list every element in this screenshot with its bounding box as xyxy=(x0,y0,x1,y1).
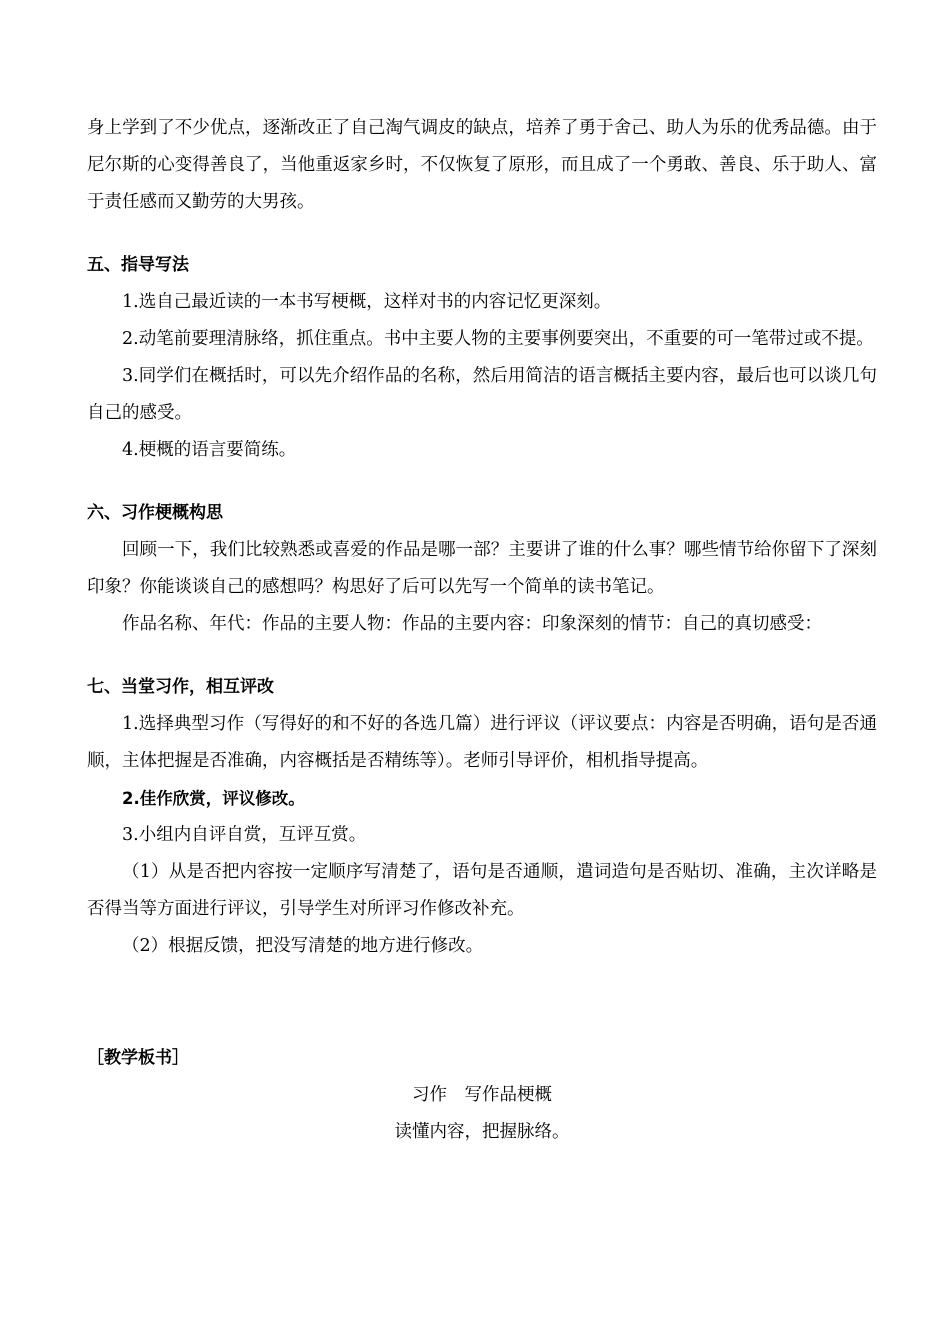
board-line: 读懂内容，把握脉络。 xyxy=(394,1122,570,1142)
list-item: 3.同学们在概括时，可以先介绍作品的名称，然后用简洁的语言概括主要内容，最后也可以谈几句自己的感受。 xyxy=(87,366,877,423)
list-item: （1）从是否把内容按一定顺序写清楚了，语句是否通顺，遣词造句是否贴切、准确，主次详略是否得当等方面进行评议，引导学生对所评习作修改补充。 xyxy=(87,862,877,919)
section-guidance xyxy=(87,247,877,469)
section-heading: 七、当堂习作，相互评改 xyxy=(87,677,274,697)
section-heading: 六、习作梗概构思 xyxy=(87,503,223,523)
list-item: 1.选择典型习作（写得好的和不好的各选几篇）进行评议（评议要点：内容是否明确，语句是否通顺，主体把握是否准确，内容概括是否精练等）。老师引导评价，相机指导提高。 xyxy=(87,714,877,771)
section-heading: 五、指导写法 xyxy=(87,255,189,275)
document-page xyxy=(87,110,877,1151)
paragraph: 回顾一下，我们比较熟悉或喜爱的作品是哪一部？主要讲了谁的什么事？哪些情节给你留下了深刻印象？你能谈谈自己的感想吗？构思好了后可以先写一个简单的读书笔记。 xyxy=(87,540,877,597)
board-line: 习作 写作品梗概 xyxy=(412,1085,552,1105)
section-outline xyxy=(87,495,877,643)
intro-paragraph: 身上学到了不少优点，逐渐改正了自己淘气调皮的缺点，培养了勇于舍己、助人为乐的优秀品德。由于尼尔斯的心变得善良了，当他重返家乡时，不仅恢复了原形，而且成了一个勇敢、善良、乐于助人、富于责任感而又勤劳的大男孩。 xyxy=(87,118,877,212)
list-item: 1.选自己最近读的一本书写梗概，这样对书的内容记忆更深刻。 xyxy=(122,292,612,312)
list-item: 2.动笔前要理清脉络，抓住重点。书中主要人物的主要事例要突出，不重要的可一笔带过或不提。 xyxy=(122,329,874,349)
list-item: 2.佳作欣赏，评议修改。 xyxy=(122,789,305,808)
list-item: （2）根据反馈，把没写清楚的地方进行修改。 xyxy=(122,936,484,956)
list-item: 4.梗概的语言要简练。 xyxy=(122,440,297,460)
board-title: ［教学板书］ xyxy=(87,1048,189,1068)
section-writing-review xyxy=(87,669,877,965)
paragraph: 作品名称、年代：作品的主要人物：作品的主要内容：印象深刻的情节：自己的真切感受： xyxy=(122,614,822,634)
list-item: 3.小组内自评自赏，互评互赏。 xyxy=(122,825,367,845)
